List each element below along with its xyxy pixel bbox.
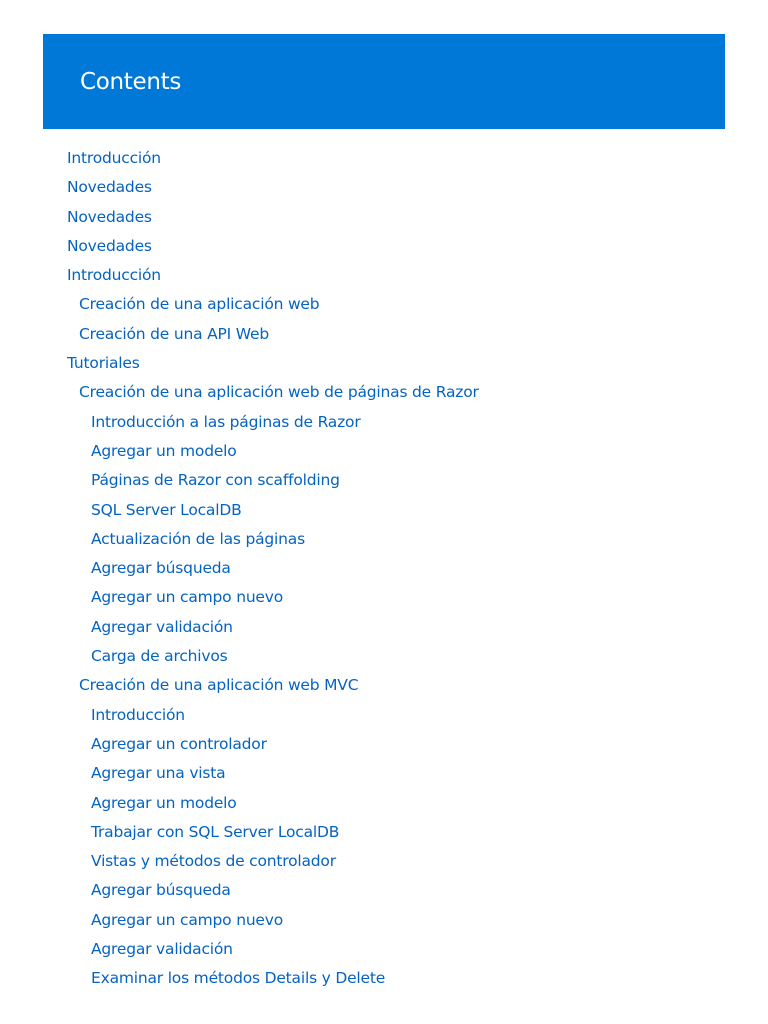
toc-item [67,613,479,642]
toc-item [67,437,479,466]
toc-link[interactable]: Agregar validación [91,617,233,636]
toc-item [67,378,479,407]
toc-item [67,466,479,495]
toc-link[interactable]: Agregar un controlador [91,734,267,753]
toc-item [67,935,479,964]
toc-link[interactable]: Introducción [67,149,161,167]
toc-link[interactable]: Páginas de Razor con scaffolding [91,471,340,490]
toc-link[interactable]: Agregar un modelo [91,793,237,812]
toc-item [67,203,479,232]
toc-link[interactable]: Agregar una vista [91,764,226,783]
toc-item [67,671,479,700]
toc-link[interactable]: Agregar búsqueda [91,881,231,900]
toc-item [67,554,479,583]
toc-item [67,730,479,759]
toc-link[interactable]: Vistas y métodos de controlador [91,852,336,871]
toc-item [67,232,479,261]
toc-item [67,818,479,847]
toc-link[interactable]: Introducción a las páginas de Razor [91,412,361,431]
toc-link[interactable]: Introducción [67,266,161,285]
toc-item [67,525,479,554]
page-title: Contents [80,69,182,95]
contents-header [43,34,725,129]
toc-link[interactable]: Agregar un campo nuevo [91,910,284,929]
toc-link[interactable]: Novedades [67,236,152,255]
toc-link[interactable]: Agregar un campo nuevo [91,588,284,607]
toc-item [67,847,479,876]
toc-item [67,144,479,173]
toc-link[interactable]: Carga de archivos [91,647,228,666]
toc-link[interactable]: Actualización de las páginas [91,529,305,548]
toc-item [67,173,479,202]
toc-link[interactable]: Agregar validación [91,940,233,959]
toc-link[interactable]: Creación de una aplicación web [79,295,320,314]
toc-link[interactable]: Novedades [67,178,152,197]
toc-item [67,642,479,671]
table-of-contents [67,144,479,994]
toc-link[interactable]: Agregar búsqueda [91,559,231,578]
toc-link[interactable]: Creación de una aplicación web de páginas de Razor [79,383,479,402]
toc-link[interactable]: Trabajar con SQL Server LocalDB [91,822,340,841]
toc-item [67,408,479,437]
toc-item [67,320,479,349]
toc-item [67,964,479,993]
toc-link[interactable]: Creación de una aplicación web MVC [79,676,359,695]
toc-item [67,759,479,788]
toc-item [67,261,479,290]
toc-link[interactable]: Creación de una API Web [79,324,269,343]
toc-item [67,701,479,730]
toc-link[interactable]: Examinar los métodos Details y Delete [91,969,386,988]
toc-link[interactable]: SQL Server LocalDB [91,500,242,519]
toc-link[interactable]: Tutoriales [67,354,140,373]
toc-item [67,583,479,612]
toc-item [67,876,479,905]
toc-item [67,290,479,319]
toc-link[interactable]: Novedades [67,207,152,226]
toc-item [67,906,479,935]
toc-item [67,789,479,818]
toc-link[interactable]: Introducción [91,705,185,724]
toc-item [67,349,479,378]
toc-item [67,496,479,525]
toc-link[interactable]: Agregar un modelo [91,441,237,460]
